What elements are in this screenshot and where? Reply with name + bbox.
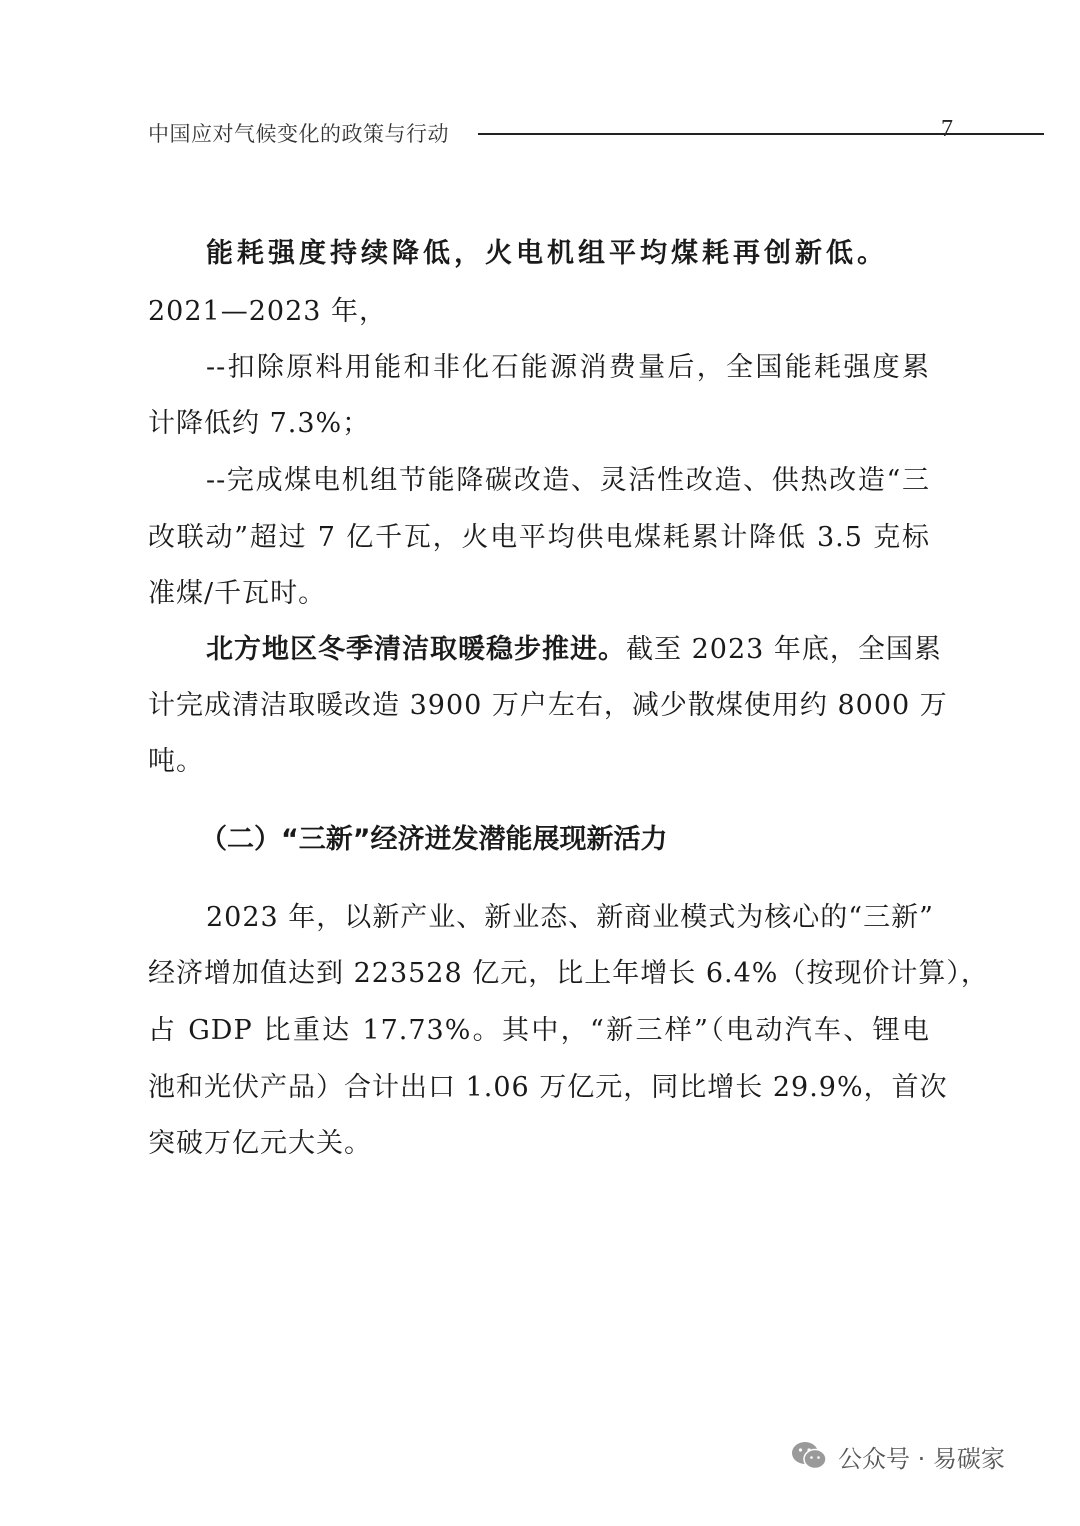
clean-heating-line2: 计完成清洁取暖改造 3900 万户左右，减少散煤使用约 8000 万	[148, 690, 948, 721]
clean-heating-line3: 吨。	[148, 746, 204, 777]
running-header	[148, 116, 953, 152]
clean-heating-line1-rest: 截至 2023 年底，全国累	[626, 634, 942, 665]
page-number: 7	[941, 116, 953, 142]
clean-heating-bold-lead: 北方地区冬季清洁取暖稳步推进。	[206, 634, 626, 665]
wechat-watermark	[790, 1436, 1005, 1476]
new-economy-line4: 池和光伏产品）合计出口 1.06 万亿元，同比增长 29.9%，首次	[148, 1072, 948, 1103]
bullet2-line1: --完成煤电机组节能降碳改造、灵活性改造、供热改造“三	[206, 465, 930, 496]
new-economy-line1: 2023 年，以新产业、新业态、新商业模式为核心的“三新”	[206, 902, 934, 933]
bullet1-line2: 计降低约 7.3%；	[148, 408, 371, 439]
section-heading-new-economy: （二）“三新”经济迸发潜能展现新活力	[200, 824, 668, 855]
bullet1-line1: --扣除原料用能和非化石能源消费量后，全国能耗强度累	[206, 352, 930, 383]
bullet2-line3: 准煤/千瓦时。	[148, 578, 327, 609]
new-economy-line5: 突破万亿元大关。	[148, 1128, 372, 1159]
running-header-title: 中国应对气候变化的政策与行动	[148, 122, 449, 146]
new-economy-line2: 经济增加值达到 223528 亿元，比上年增长 6.4%（按现价计算），	[148, 958, 989, 989]
paragraph-clean-heating-line1	[148, 632, 942, 668]
header-rule-divider	[478, 133, 1044, 135]
bullet2-line2: 改联动”超过 7 亿千瓦，火电平均供电煤耗累计降低 3.5 克标	[148, 522, 930, 553]
wechat-icon	[790, 1440, 828, 1472]
paragraph-heading-energy-intensity: 能耗强度持续降低，火电机组平均煤耗再创新低。	[206, 238, 888, 269]
years-line: 2021—2023 年，	[148, 296, 388, 327]
watermark-text: 公众号 · 易碳家	[838, 1444, 1005, 1473]
new-economy-line3: 占 GDP 比重达 17.73%。其中，“新三样”（电动汽车、锂电	[148, 1015, 930, 1046]
